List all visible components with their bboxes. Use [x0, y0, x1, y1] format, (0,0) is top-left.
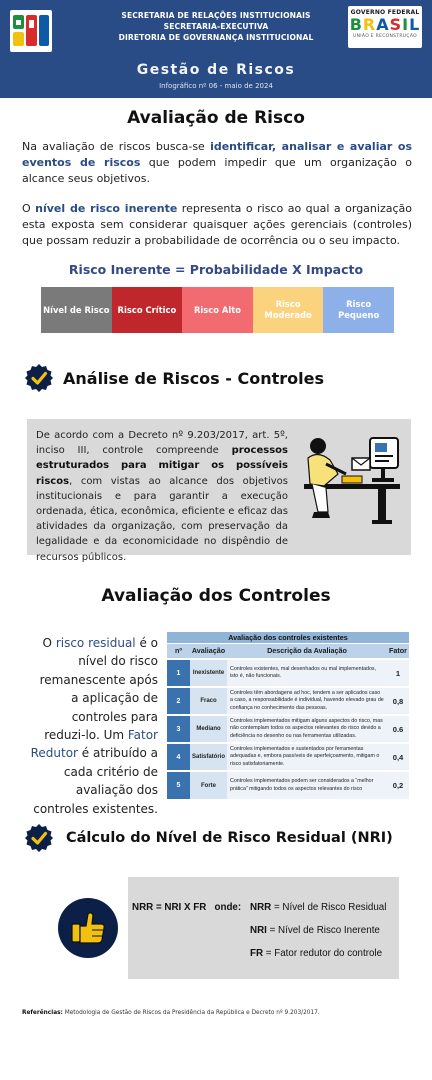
gov-logo-sub: UNIÃO E RECONSTRUÇÃO	[353, 34, 417, 39]
section-title-calculo-nri: Cálculo do Nível de Risco Residual (NRI)	[66, 830, 393, 846]
risk-level-small: Risco Pequeno	[323, 287, 394, 333]
institution-line: SECRETARIA DE RELAÇÕES INSTITUCIONAIS	[121, 11, 311, 20]
table-cell: 5	[167, 771, 190, 799]
table-row	[167, 687, 409, 715]
highlight-text: risco residual	[55, 636, 136, 650]
table-cell: 1	[387, 659, 409, 687]
risk-level-label: Nível de Risco	[41, 287, 112, 333]
def-key: NRI	[250, 925, 267, 936]
def-key: FR	[250, 948, 264, 959]
text: De acordo com a Decreto nº 9.203/2017, art. 5º, inciso III, controle compreende	[36, 430, 288, 457]
text: é atribuído a cada critério de avaliação dos controles existentes.	[33, 746, 158, 816]
table-header-row	[167, 643, 409, 659]
references-label: Referências:	[22, 1010, 63, 1016]
formula-text: NRR = NRI X FR	[132, 902, 207, 913]
table-header: Descrição da Avaliação	[227, 643, 387, 659]
table-row	[167, 771, 409, 799]
risk-level-high: Risco Alto	[182, 287, 253, 333]
table-cell: 1	[167, 659, 190, 687]
text: O	[42, 636, 56, 650]
page-title: Gestão de Riscos	[136, 62, 296, 78]
risk-level-critical: Risco Crítico	[112, 287, 183, 333]
nri-definition	[250, 925, 380, 936]
table-header: Avaliação	[190, 643, 227, 659]
residual-risk-text	[30, 634, 158, 818]
table-cell: 2	[167, 687, 190, 715]
table-cell: Controles existentes, mal desenhados ou mal implementados, isto é, não funcionais.	[227, 659, 387, 687]
references-text: Metodologia de Gestão de Riscos da Presidência da República e Decreto nº 9.203/2017.	[62, 1010, 320, 1016]
paragraph-avaliacao	[22, 139, 412, 187]
table-cell: Controles implementados e sustentados por ferramentas adequadas e, embora passíveis de aperfeiçoamento, mitigam o risco satisfatoriamente.	[227, 743, 387, 771]
section-title-avaliacao-controles: Avaliação dos Controles	[101, 586, 331, 606]
def-value: = Nível de Risco Inerente	[266, 925, 380, 936]
section-title-analise-controles: Análise de Riscos - Controles	[63, 369, 324, 388]
nri-formula	[132, 902, 241, 913]
nri-definition	[250, 902, 386, 913]
table-cell: Fraco	[190, 687, 227, 715]
def-value: = Fator redutor do controle	[263, 948, 383, 959]
header-banner	[0, 0, 432, 98]
person-at-computer-illustration	[298, 430, 402, 526]
text: que podem impedir que um organização o alcance seus objetivos.	[22, 156, 412, 185]
risk-level-moderate: Risco Moderado	[253, 287, 324, 333]
table-row	[167, 715, 409, 743]
text: Na avaliação de riscos busca-se	[22, 140, 211, 153]
check-badge-icon	[24, 823, 54, 853]
table-cell: 0,4	[387, 743, 409, 771]
sri-logo	[10, 10, 52, 52]
institution-line: DIRETORIA DE GOVERNANÇA INSTITUCIONAL	[118, 33, 314, 42]
gov-brasil-logo	[348, 6, 422, 48]
table-cell: Forte	[190, 771, 227, 799]
header-institution-lines	[70, 10, 362, 43]
gov-logo-top: GOVERNO FEDERAL	[350, 9, 420, 16]
def-key: NRR	[250, 902, 272, 913]
table-cell: Controles implementados podem ser considerados a “melhor prática” mitigando todos os aspectos relevantes do risco	[227, 771, 387, 799]
table-cell: 0.6	[387, 715, 409, 743]
table-cell: 0,8	[387, 687, 409, 715]
highlight-text: identificar, analisar e avaliar os eventos de riscos	[22, 140, 412, 169]
nri-definition	[250, 948, 382, 959]
section-title-avaliacao-risco: Avaliação de Risco	[127, 108, 305, 128]
table-header: Fator	[387, 643, 409, 659]
text: O	[22, 202, 36, 215]
bold-text: processos estruturados para mitigar os possíveis riscos	[36, 445, 288, 487]
table-cell: 0,2	[387, 771, 409, 799]
controls-text	[36, 428, 288, 565]
highlight-text: Fator Redutor	[30, 728, 158, 761]
table-title: Avaliação dos controles existentes	[167, 632, 409, 643]
highlight-text: nível de risco inerente	[35, 202, 178, 215]
gov-logo-word: BRASIL	[349, 15, 421, 34]
text: , com vistas ao alcance dos objetivos institucionais e para garantir a execução ordenada, ética, econômica, eficiente e eficaz das atividades da organização, com preservação da legalidade e da economicidade no dispêndio de recursos públicos.	[36, 475, 288, 563]
check-badge-icon	[24, 363, 54, 393]
table-cell: Satisfatório	[190, 743, 227, 771]
onde-text: onde:	[214, 902, 242, 913]
table-cell: Inexistente	[190, 659, 227, 687]
references	[22, 1010, 422, 1016]
def-value: = Nível de Risco Residual	[271, 902, 387, 913]
text: é o nível do risco remanescente após a aplicação de controles para reduzi-lo. Um	[39, 636, 158, 743]
table-cell: Mediano	[190, 715, 227, 743]
page-subtitle: Infográfico nº 06 - maio de 2024	[159, 82, 273, 90]
thumbs-up-icon	[58, 898, 118, 958]
table-header: nº	[167, 643, 190, 659]
table-row	[167, 743, 409, 771]
table-cell: Controles têm abordagens ad hoc, tendem a ser aplicados caso a caso, a responsabilidade é individual, havendo elevado grau de confiança no conhecimento das pessoas.	[227, 687, 387, 715]
table-row	[167, 659, 409, 687]
controls-evaluation-table	[167, 632, 409, 799]
table-cell: 4	[167, 743, 190, 771]
paragraph-risco-inerente	[22, 201, 412, 249]
table-cell: Controles implementados mitigam alguns aspectos do risco, mas não contemplam todos os aspectos relevantes do risco devido a deficiência no desenho ou nas ferramentas utilizadas.	[227, 715, 387, 743]
table-cell: 3	[167, 715, 190, 743]
risk-level-scale	[41, 287, 394, 333]
institution-line: SECRETARIA-EXECUTIVA	[163, 22, 269, 31]
text: representa o risco ao qual a organização esta exposta sem considerar quaisquer ações gerenciais (controles) que possam reduzir a probabilidade de ocorrência ou o seu impacto.	[22, 202, 412, 247]
risk-formula: Risco Inerente = Probabilidade X Impacto	[68, 262, 364, 277]
